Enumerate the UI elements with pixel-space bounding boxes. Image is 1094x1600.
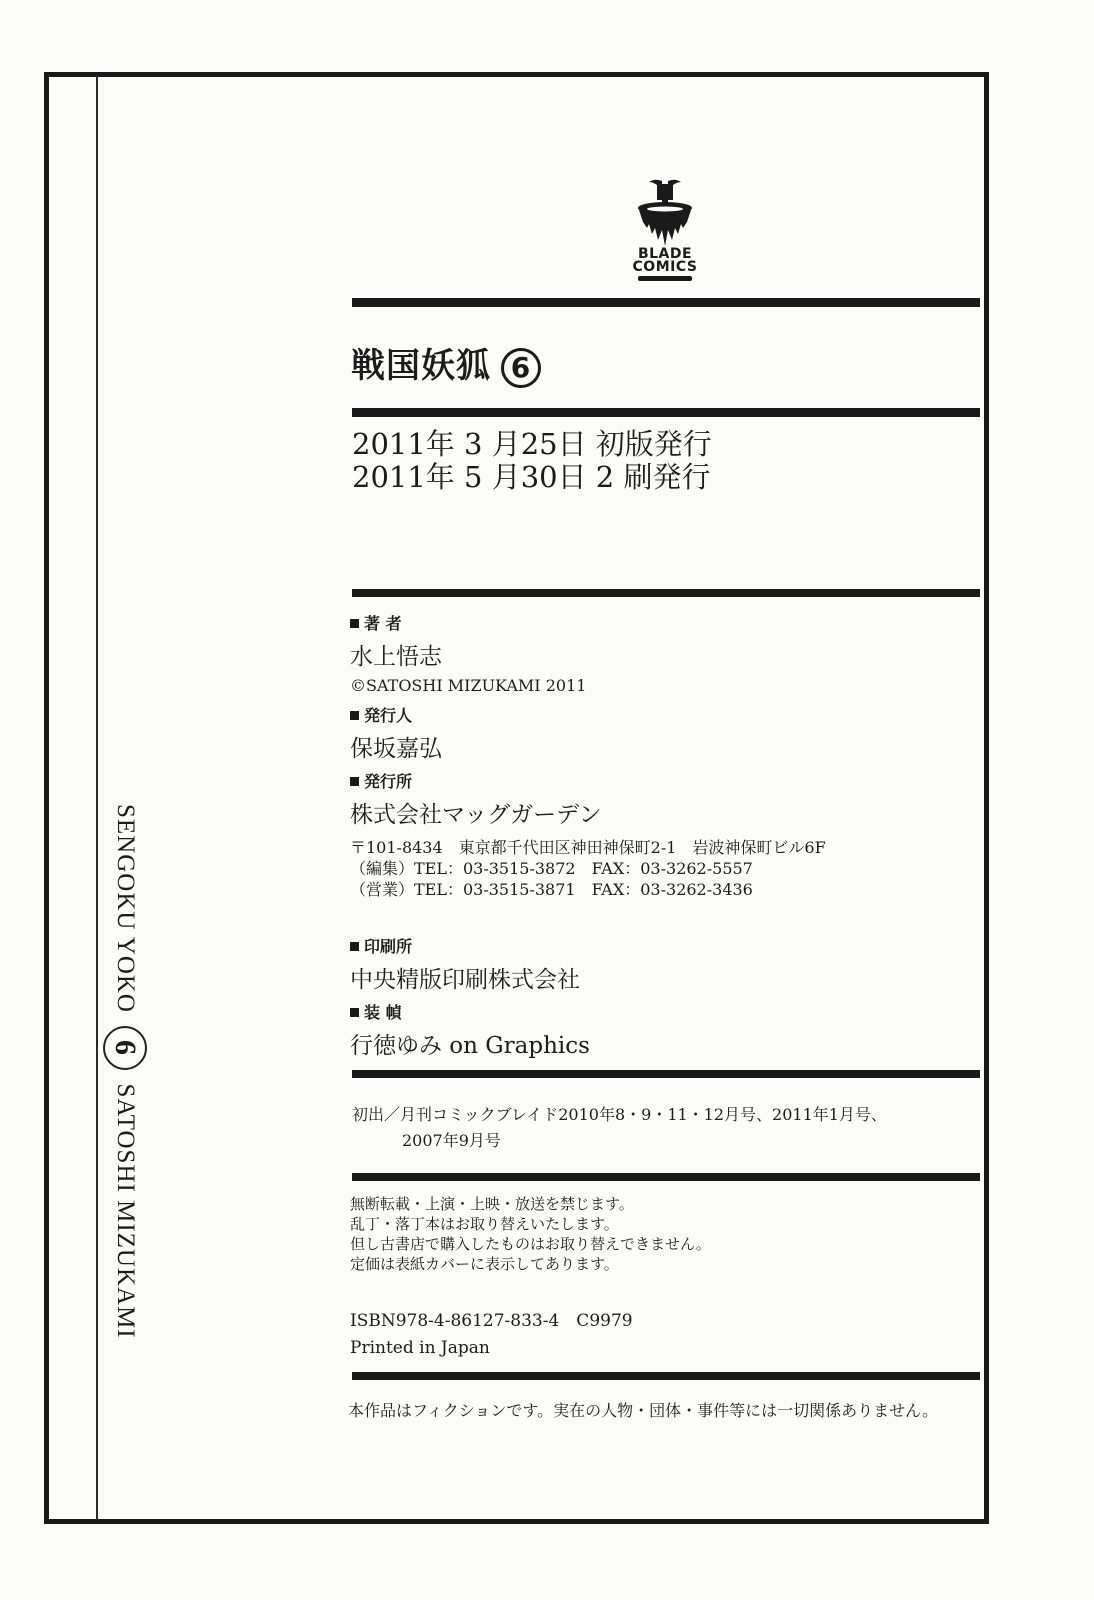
divider-rule <box>352 1372 980 1380</box>
editorial-contact: （編集）TEL：03-3515-3872 FAX：03-3262-5557 <box>350 859 753 878</box>
divider-rule <box>352 1173 980 1181</box>
divider-rule <box>352 298 980 307</box>
publisher-section <box>350 769 602 829</box>
spine-author: SATOSHI MIZUKAMI <box>112 1083 139 1339</box>
publisher-label: 発行所 <box>350 769 602 792</box>
sales-contact: （営業）TEL：03-3515-3871 FAX：03-3262-3436 <box>350 880 753 899</box>
blade-comics-logo <box>622 178 708 281</box>
spine-divider <box>96 76 98 1520</box>
publisher-name: 株式会社マッグガーデン <box>350 802 602 828</box>
logo-line-blade: BLADE <box>637 246 693 262</box>
logo-underline <box>638 276 692 281</box>
book-volume-number: 6 <box>501 348 541 388</box>
address-line: 〒101-8434 東京都千代田区神田神保町2-1 岩波神保町ビル6F <box>350 838 826 857</box>
issuer-label: 発行人 <box>350 703 442 726</box>
book-title <box>351 338 541 388</box>
notice-line: 乱丁・落丁本はお取り替えいたします。 <box>350 1215 619 1233</box>
publication-dates <box>352 428 712 494</box>
spine-series-title: SENGOKU YOKO <box>112 804 139 1013</box>
printer-label: 印刷所 <box>350 934 580 957</box>
divider-rule <box>352 1070 980 1078</box>
design-credit: 行徳ゆみ on Graphics <box>350 1033 590 1059</box>
first-published-line: 初出／月刊コミックブレイド2010年8・9・11・12月号、2011年1月号、 <box>352 1105 887 1124</box>
author-label: 著 者 <box>350 611 586 634</box>
design-section <box>350 1000 590 1060</box>
spine-volume-number: 6 <box>103 1026 147 1070</box>
notice-line: 定価は表紙カバーに表示してあります。 <box>350 1255 619 1273</box>
copyright-line: ©SATOSHI MIZUKAMI 2011 <box>350 676 587 695</box>
logo-line-comics: COMICS <box>632 259 698 275</box>
isbn-code: ISBN978-4-86127-833-4 C9979 <box>350 1311 633 1331</box>
second-printing-date: 2011年 5 月30日 2 刷発行 <box>352 460 711 494</box>
publisher-address <box>350 837 826 900</box>
legal-notices <box>350 1194 711 1274</box>
fountain-logo-icon <box>635 178 695 248</box>
printer-name: 中央精版印刷株式会社 <box>350 967 580 993</box>
printed-in: Printed in Japan <box>350 1338 490 1358</box>
notice-line: 無断転載・上演・上映・放送を禁じます。 <box>350 1195 634 1213</box>
divider-rule <box>352 408 980 417</box>
issuer-name: 保坂嘉弘 <box>350 736 442 762</box>
issuer-section <box>350 703 442 763</box>
design-label: 装 幀 <box>350 1000 590 1023</box>
first-published-line: 2007年9月号 <box>402 1131 501 1150</box>
book-title-text: 戦国妖狐 <box>351 346 491 386</box>
fiction-notice: 本作品はフィクションです。実在の人物・団体・事件等には一切関係ありません。 <box>348 1401 939 1420</box>
spine-label <box>103 804 147 1339</box>
author-name: 水上悟志 <box>350 644 442 670</box>
printer-section <box>350 934 580 994</box>
first-edition-date: 2011年 3 月25日 初版発行 <box>352 427 712 461</box>
author-section <box>350 611 586 695</box>
divider-rule <box>352 589 980 597</box>
first-published-info <box>352 1102 887 1154</box>
notice-line: 但し古書店で購入したものはお取り替えできません。 <box>350 1235 711 1253</box>
